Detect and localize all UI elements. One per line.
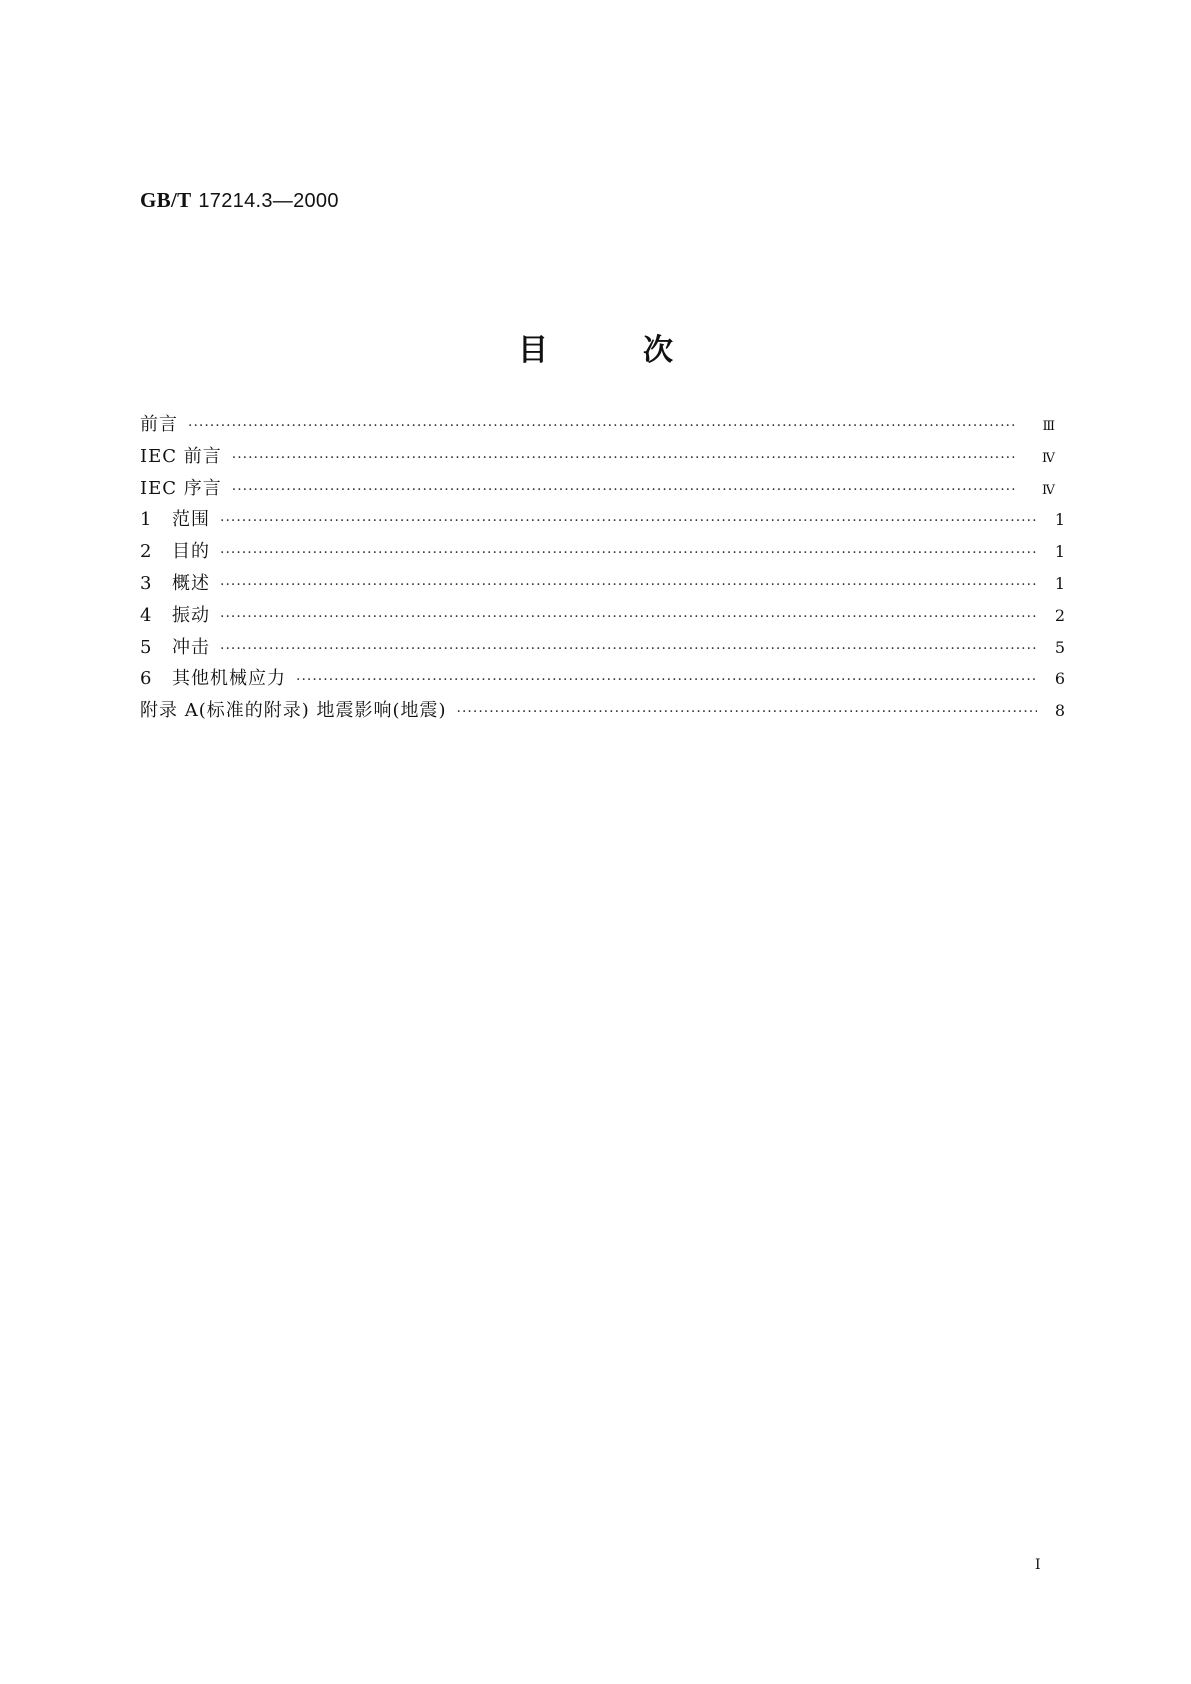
toc-entry-scope[interactable] [140, 505, 1065, 537]
toc-entry-foreword[interactable] [140, 410, 1065, 442]
toc-leader-dots [232, 450, 1017, 466]
toc-entry-shock[interactable] [140, 633, 1065, 665]
toc-entry-number: 2 [140, 541, 152, 563]
toc-leader-dots [188, 418, 1017, 434]
toc-leader-dots [232, 482, 1017, 498]
toc-entry-iec-foreword[interactable] [140, 442, 1065, 474]
toc-entry-label: 附录 A(标准的附录) 地震影响(地震) [140, 700, 447, 722]
toc-leader-dots [220, 609, 1037, 625]
toc-entry-label: 振动 [172, 604, 210, 626]
standard-number: 17214.3—2000 [198, 190, 339, 212]
toc-entry-page: Ⅳ [1042, 482, 1055, 498]
toc-entry-label: IEC 序言 [140, 477, 222, 499]
toc-entry-label: 前言 [140, 414, 178, 435]
toc-entry-page: 2 [1054, 605, 1065, 625]
toc-entry-page: 8 [1054, 701, 1065, 721]
standard-prefix: GB/T [140, 188, 192, 212]
toc-entry-label: IEC 前言 [140, 445, 222, 467]
toc-entry-number: 5 [140, 636, 152, 658]
toc-entry-page: Ⅲ [1042, 419, 1055, 434]
toc-entry-number: 1 [140, 509, 152, 531]
toc-entry-general[interactable] [140, 569, 1065, 601]
toc-entry-object[interactable] [140, 537, 1065, 569]
toc-entry-number: 3 [140, 572, 152, 594]
toc-entry-iec-introduction[interactable] [140, 474, 1065, 506]
toc-leader-dots [220, 545, 1037, 561]
toc-leader-dots [296, 672, 1037, 688]
toc-entry-label: 概述 [172, 572, 210, 594]
toc-leader-dots [220, 513, 1037, 529]
toc-entry-page: 1 [1054, 542, 1065, 562]
toc-entry-vibration[interactable] [140, 601, 1065, 633]
toc-entry-label: 其他机械应力 [172, 668, 286, 690]
toc-leader-dots [220, 641, 1037, 657]
toc-entry-page: 1 [1054, 510, 1065, 530]
toc-entry-label: 目的 [172, 541, 210, 563]
toc-entry-number: 6 [140, 668, 152, 690]
document-code [140, 188, 339, 213]
toc-entry-page: 1 [1054, 573, 1065, 593]
toc-leader-dots [220, 577, 1037, 593]
toc-entry-other-mechanical-stress[interactable] [140, 664, 1065, 696]
toc-entry-page: 6 [1054, 669, 1065, 689]
toc-entry-number: 4 [140, 604, 152, 626]
toc-title: 目次 [518, 333, 768, 368]
toc-leader-dots [457, 704, 1037, 720]
toc-entry-label: 范围 [172, 509, 210, 531]
toc-entry-page: 5 [1054, 637, 1065, 657]
page-number: Ⅰ [1035, 1557, 1041, 1573]
toc-entry-label: 冲击 [172, 636, 210, 658]
toc-entry-page: Ⅳ [1042, 450, 1055, 466]
toc-list [140, 410, 1065, 728]
toc-entry-annex-a[interactable] [140, 696, 1065, 728]
